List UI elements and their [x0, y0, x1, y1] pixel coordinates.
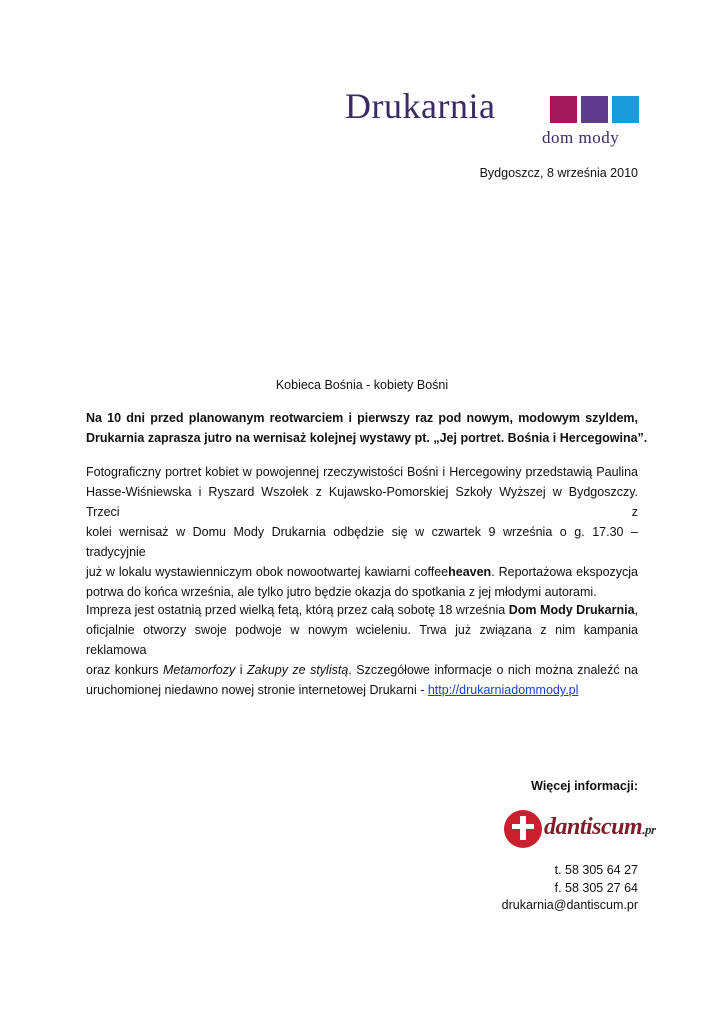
paragraph-line: [86, 680, 638, 700]
paragraph-line: Fotograficzny portret kobiet w powojennej rzeczywistości Bośni i Hercegowiny przedstawią Paulina: [86, 465, 638, 479]
website-link[interactable]: http://drukarniadommody.pl: [427, 683, 579, 697]
contact-phone: t. 58 305 64 27: [554, 863, 638, 877]
emblem-cross-horizontal: [512, 824, 534, 829]
more-info-heading: Więcej informacji:: [531, 779, 638, 793]
lead-line: Na 10 dni przed planowanym reotwarciem i pierwszy raz pod nowym, modowym szyldem,: [86, 411, 638, 425]
paragraph-line: oficjalnie otworzy swoje podwoje w nowym wcieleniu. Trwa już związana z nim kampania reklamowa: [86, 623, 638, 657]
dantiscum-logo: [500, 808, 656, 852]
lead-line: Drukarnia zaprasza jutro na wernisaż kolejnej wystawy pt. „Jej portret. Bośnia i Hercegowina”.: [86, 431, 648, 445]
logo-square-magenta: [550, 96, 577, 123]
contact-fax: f. 58 305 27 64: [554, 880, 638, 895]
logo-square-blue: [612, 96, 639, 123]
paragraph-line: Hasse-Wiśniewska i Ryszard Wszołek z Kujawsko-Pomorskiej Szkoły Wyższej w Bydgoszczy. Trzeci z: [86, 485, 638, 519]
dantiscum-word: dantiscum: [544, 814, 643, 840]
lead-paragraph: [86, 408, 648, 448]
contact-block: [502, 862, 638, 915]
line-text: Impreza jest ostatnią przed wielką fetą, którą przez całą sobotę 18 września: [86, 603, 509, 617]
line-text: ,: [634, 603, 638, 617]
line-text: . Reportażowa ekspozycja: [491, 565, 639, 579]
line-text: oraz konkurs: [86, 663, 164, 677]
bold-heaven: heaven: [448, 565, 492, 579]
body-paragraph-2: [86, 600, 638, 700]
line-text: i: [235, 663, 247, 677]
italic-contest-name: Zakupy ze stylistą: [246, 663, 349, 677]
logo-square-purple: [581, 96, 608, 123]
paragraph-line: kolei wernisaż w Domu Mody Drukarnia odbędzie się w czwartek 9 września o g. 17.30 – tradycyjnie: [86, 525, 638, 559]
dantiscum-wordmark: [544, 814, 656, 841]
line-text: uruchomionej niedawno nowej stronie internetowej Drukarni -: [86, 683, 428, 697]
paragraph-line: potrwa do końca września, ale tylko jutro będzie okazja do spotkania z jej młodymi autorami.: [86, 585, 597, 599]
document-date: Bydgoszcz, 8 września 2010: [479, 166, 638, 180]
logo-wordmark: Drukarnia: [345, 86, 496, 126]
logo-subtitle: dom mody: [542, 128, 620, 147]
dantiscum-suffix: .pr: [642, 822, 656, 837]
drukarnia-logo: [345, 84, 645, 154]
contact-email: drukarnia@dantiscum.pr: [501, 898, 638, 912]
line-text: już w lokalu wystawienniczym obok nowootwartej kawiarni coffee: [86, 565, 449, 579]
line-text: . Szczegółowe informacje o nich można znaleźć na: [348, 663, 638, 677]
italic-contest-name: Metamorfozy: [163, 663, 236, 677]
body-paragraph-1: [86, 462, 638, 602]
paragraph-line: [86, 562, 638, 582]
paragraph-line: [86, 660, 638, 680]
paragraph-line: [86, 600, 638, 620]
bold-dom-mody: Dom Mody Drukarnia: [508, 603, 635, 617]
document-title: Kobieca Bośnia - kobiety Bośni: [275, 378, 449, 392]
